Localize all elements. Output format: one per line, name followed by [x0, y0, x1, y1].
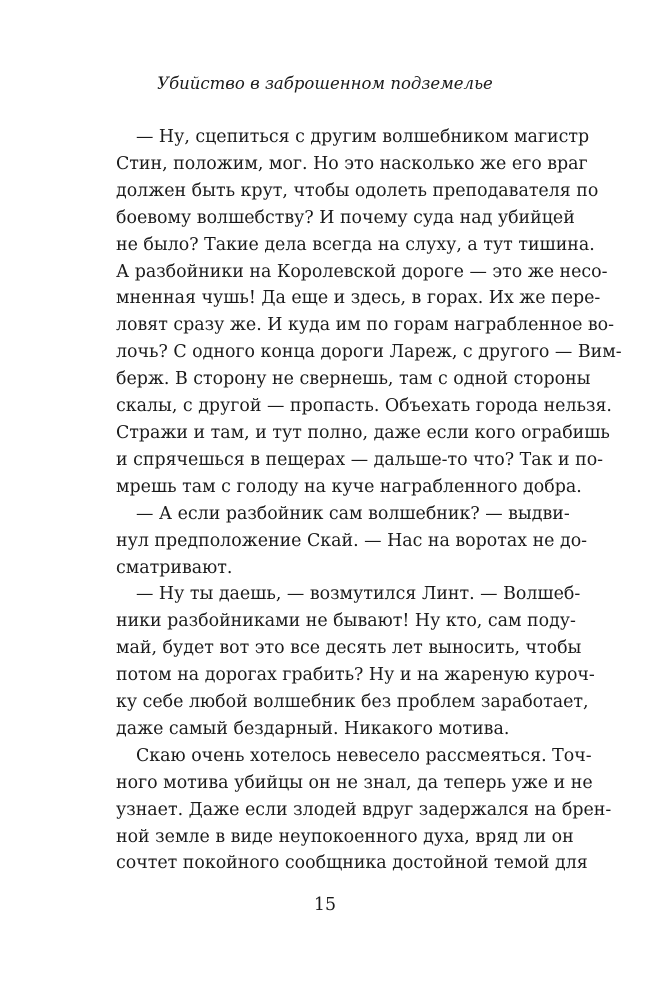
text-line: — Ну, сцепиться с другим волшебником магистр: [136, 127, 590, 147]
text-line: потом на дорогах грабить? Ну и на жареную куроч-: [116, 665, 595, 686]
text-line: ного мотива убийцы он не знал, да теперь уже и не: [116, 772, 593, 793]
text-line: — А если разбойник сам волшебник? — выдви-: [136, 503, 570, 524]
text-line: май, будет вот это все десять лет выносить, чтобы: [116, 638, 582, 659]
text-line: ловят сразу же. И куда им по горам награбленное во-: [116, 315, 615, 336]
text-line: лочь? С одного конца дороги Лареж, с другого — Вим-: [116, 342, 622, 363]
text-line: сочтет покойного сообщника достойной темой для: [116, 853, 588, 874]
text-line: Стражи и там, и тут полно, даже если кого ограбишь: [116, 422, 610, 443]
text-line: нул предположение Скай. — Нас на воротах не до-: [116, 530, 588, 551]
text-line: ной земле в виде неупокоенного духа, вряд ли он: [116, 826, 574, 847]
body-text: [116, 124, 622, 877]
text-line: мненная чушь! Да еще и здесь, в горах. Их же пере-: [116, 288, 601, 309]
text-line: должен быть крут, чтобы одолеть преподавателя по: [116, 180, 599, 201]
text-line: боевому волшебству? И почему суда над убийцей: [116, 207, 575, 228]
text-line: берж. В сторону не свернешь, там с одной стороны: [116, 369, 591, 390]
text-line: ники разбойниками не бывают! Ну кто, сам поду-: [116, 611, 576, 632]
text-line: сматривают.: [116, 557, 233, 578]
text-line: скалы, с другой — пропасть. Объехать города нельзя.: [116, 396, 612, 417]
text-line: Стин, положим, мог. Но это насколько же его враг: [116, 153, 588, 174]
running-header: Убийство в заброшенном подземелье: [157, 74, 493, 93]
text-line: ку себе любой волшебник без проблем заработает,: [116, 692, 589, 713]
text-line: и спрячешься в пещерах — дальше-то что? Так и по-: [116, 449, 604, 470]
text-line: не было? Такие дела всегда на слуху, а тут тишина.: [116, 234, 595, 255]
page-number: 15: [313, 895, 337, 915]
text-line: А разбойники на Королевской дороге — это же несо-: [116, 261, 608, 282]
text-line: Скаю очень хотелось невесело рассмеяться. Точ-: [136, 745, 592, 766]
text-line: мрешь там с голоду на куче награбленного добра.: [116, 476, 582, 497]
text-line: узнает. Даже если злодей вдруг задержался на брен-: [116, 799, 612, 820]
text-line: — Ну ты даешь, — возмутился Линт. — Волшеб-: [136, 584, 581, 605]
text-line: даже самый бездарный. Никакого мотива.: [116, 718, 510, 739]
